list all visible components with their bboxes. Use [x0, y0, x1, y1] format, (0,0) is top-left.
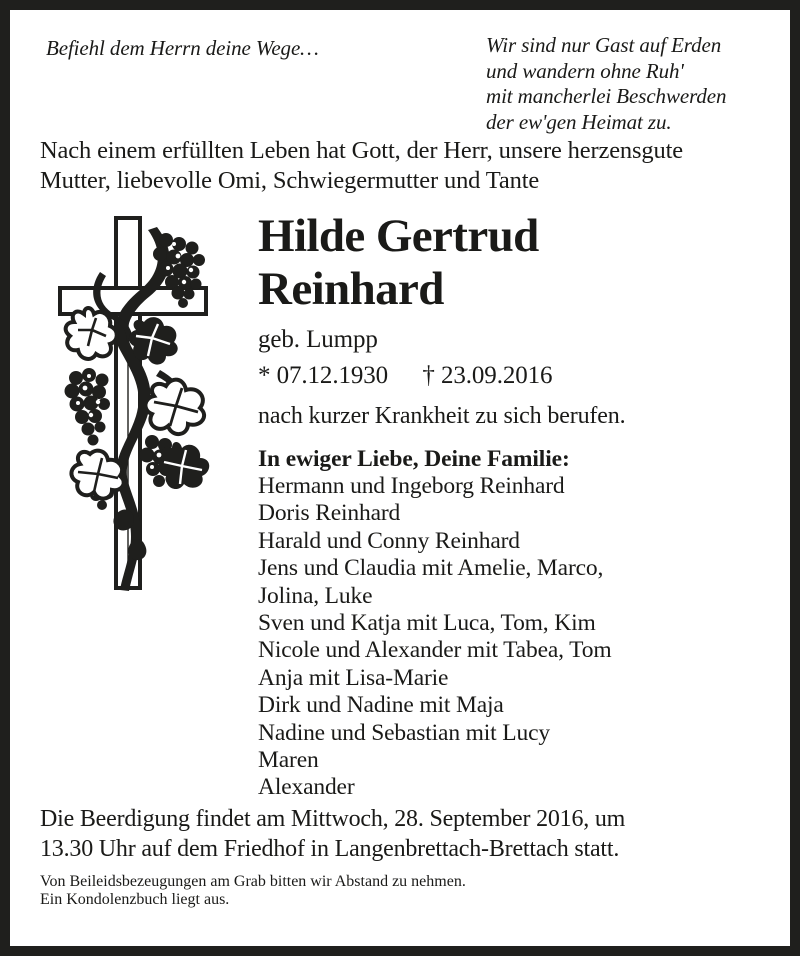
- list-item: Harald und Conny Reinhard: [258, 527, 520, 554]
- birth-symbol-icon: *: [258, 362, 271, 389]
- list-item: Anja mit Lisa-Marie: [258, 664, 449, 691]
- list-item: Doris Reinhard: [258, 500, 401, 527]
- deceased-details: [258, 210, 800, 802]
- maiden-name: geb. Lumpp: [258, 326, 378, 353]
- funeral-details: [40, 805, 782, 864]
- intro-paragraph: [40, 136, 780, 196]
- list-item: Sven und Katja mit Luca, Tom, Kim: [258, 610, 596, 637]
- list-item: Dirk und Nadine mit Maja: [258, 692, 504, 719]
- family-heading: In ewiger Liebe, Deine Familie:: [258, 446, 570, 472]
- list-item: Jens und Claudia mit Amelie, Marco,: [258, 555, 604, 582]
- quote-right-line-4: der ew'gen Heimat zu.: [486, 109, 672, 134]
- quote-right-line-2: und wandern ohne Ruh': [486, 58, 684, 83]
- intro-line-1: Nach einem erfüllten Leben hat Gott, der Herr, unsere herzensgute: [40, 137, 683, 164]
- quote-right-line-3: mit mancherlei Beschwerden: [486, 84, 727, 108]
- family-members-list: [258, 473, 800, 802]
- cross-with-grapevine-icon: [48, 210, 238, 605]
- funeral-line-2: 13.30 Uhr auf dem Friedhof in Langenbrettach-Brettach statt.: [40, 835, 620, 862]
- list-item: Hermann und Ingeborg Reinhard: [258, 473, 565, 499]
- list-item: Maren: [258, 747, 319, 774]
- footer: [40, 805, 782, 909]
- death-date: 23.09.2016: [440, 362, 553, 389]
- death-symbol-icon: †: [422, 362, 435, 389]
- obituary-page: [10, 10, 790, 946]
- deceased-name: [258, 210, 800, 316]
- quote-left: Befiehl dem Herrn deine Wege…: [46, 36, 319, 60]
- deceased-first-names: Hilde Gertrud: [258, 210, 539, 262]
- list-item: Jolina, Luke: [258, 582, 373, 609]
- closing-line-1: Von Beileidsbezeugungen am Grab bitten wir Abstand zu nehmen.: [40, 873, 466, 890]
- quote-row: [28, 24, 772, 136]
- passing-note: nach kurzer Krankheit zu sich berufen.: [258, 403, 626, 429]
- deceased-surname: Reinhard: [258, 263, 444, 315]
- list-item: Nicole und Alexander mit Tabea, Tom: [258, 637, 612, 664]
- body-area: [28, 210, 772, 805]
- closing-line-2: Ein Kondolenzbuch liegt aus.: [40, 891, 230, 908]
- funeral-line-1: Die Beerdigung findet am Mittwoch, 28. September 2016, um: [40, 806, 626, 832]
- intro-line-2: Mutter, liebevolle Omi, Schwiegermutter und Tante: [40, 167, 540, 194]
- birth-date: 07.12.1930: [276, 362, 389, 389]
- list-item: Alexander: [258, 774, 355, 801]
- quote-right: [486, 33, 726, 135]
- life-dates: [258, 361, 800, 391]
- list-item: Nadine und Sebastian mit Lucy: [258, 719, 550, 746]
- quote-right-line-1: Wir sind nur Gast auf Erden: [486, 33, 722, 57]
